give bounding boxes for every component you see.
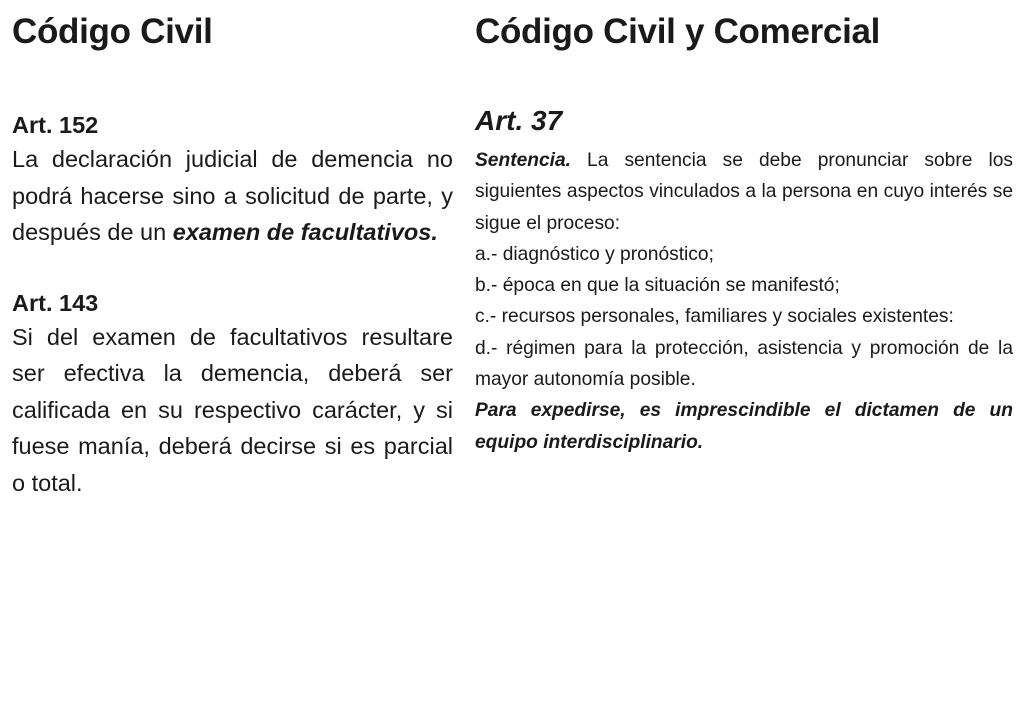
art-152-text xyxy=(12,141,453,251)
art-37-heading: Art. 37 xyxy=(475,105,563,136)
art-37-item-d: d.- régimen para la protección, asistencia y promoción de la mayor autonomía posible. xyxy=(475,337,1013,391)
art-152-text-emphasis: examen de facultativos. xyxy=(172,219,438,245)
right-title: Código Civil y Comercial xyxy=(475,12,881,51)
art-37-item-c: c.- recursos personales, familiares y sociales existentes: xyxy=(475,306,954,328)
art-37-item-a: a.- diagnóstico y pronóstico; xyxy=(475,243,714,265)
left-title: Código Civil xyxy=(12,12,213,51)
art-143-text: Si del examen de facultativos resultare ser efectiva la demencia, deberá ser calificada en su respectivo carácter, y si fuese manía, deberá decirse si es parcial o total. xyxy=(12,323,453,496)
art-152-heading: Art. 152 xyxy=(12,112,99,138)
art-37-lead-text: La sentencia se debe pronunciar sobre los siguientes aspectos vinculados a la persona en cuyo interés se sigue el proceso: xyxy=(475,150,1013,234)
art-37-item-b: b.- época en que la situación se manifestó; xyxy=(475,275,840,297)
right-body xyxy=(475,145,1013,458)
art-37-lead-emphasis: Sentencia. xyxy=(475,150,571,171)
left-body xyxy=(12,111,453,501)
art-37-lead xyxy=(475,145,1013,239)
art-152-text-plain: La declaración judicial de demencia no podrá hacerse sino a solicitud de parte, y después de un xyxy=(12,146,453,245)
spacer xyxy=(12,251,453,289)
art-143-heading: Art. 143 xyxy=(12,289,99,316)
art-37-closing: Para expedirse, es imprescindible el dictamen de un equipo interdisciplinario. xyxy=(475,400,1013,453)
